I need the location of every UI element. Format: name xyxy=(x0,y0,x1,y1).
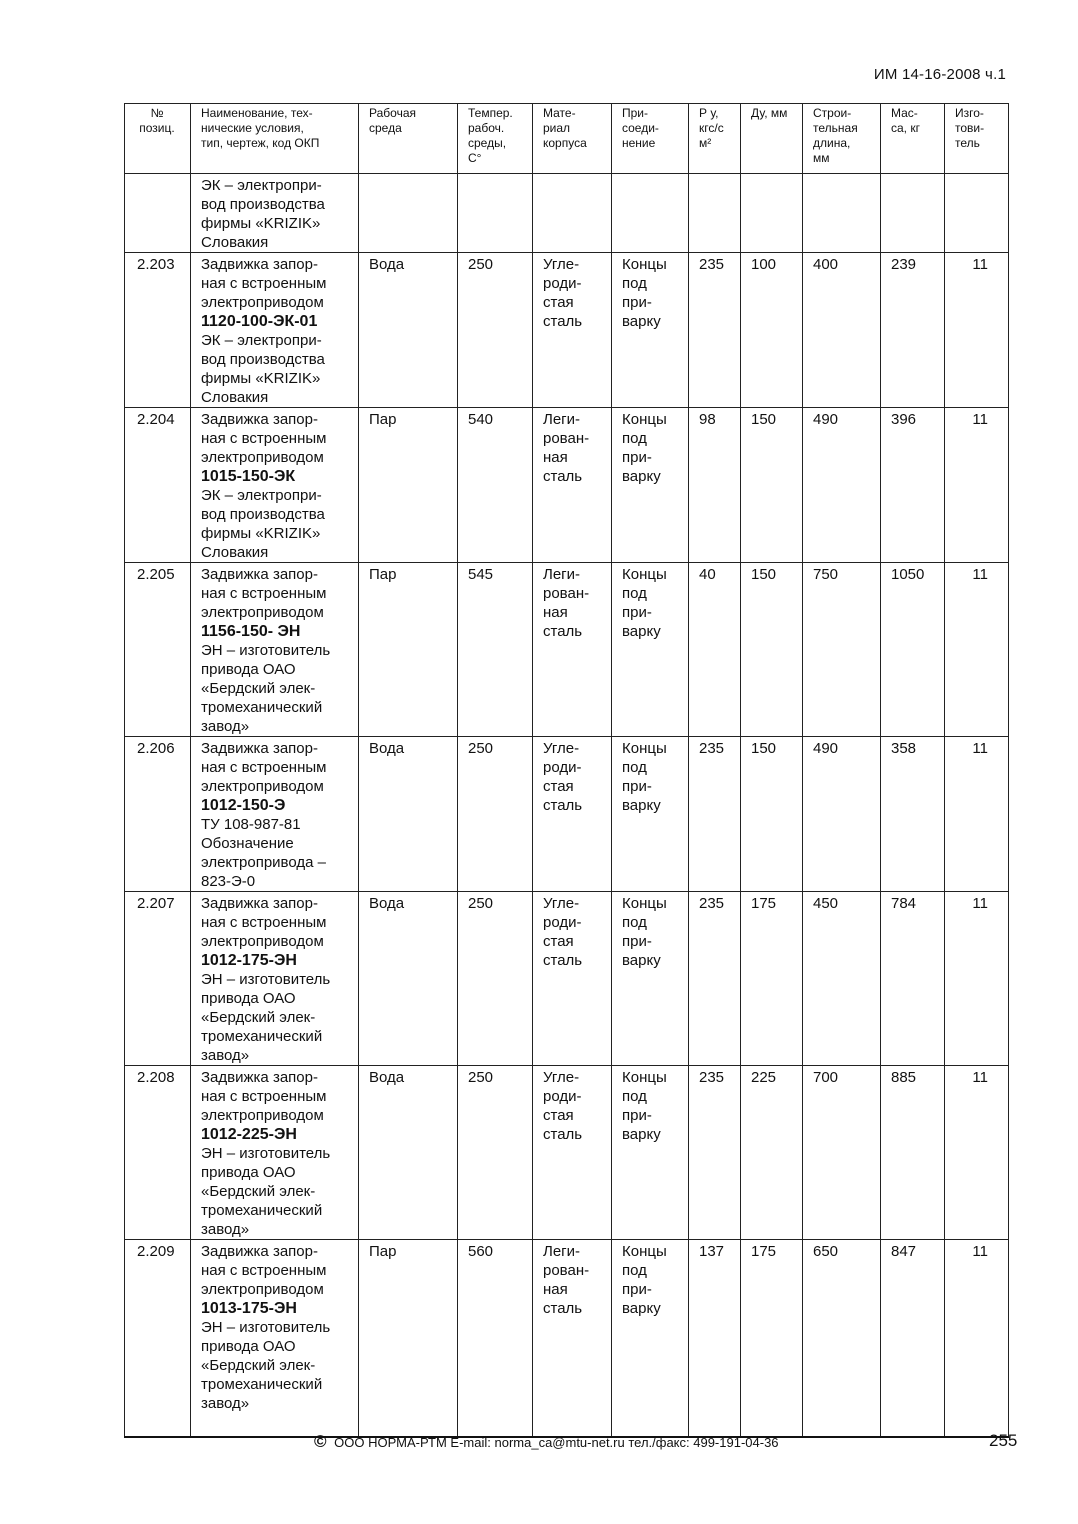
cell-medium xyxy=(359,174,458,253)
cell-material xyxy=(533,892,612,1066)
table-row xyxy=(125,563,1009,737)
cell-line: рован- xyxy=(543,1262,590,1279)
cell-material xyxy=(533,1066,612,1240)
cell-material xyxy=(533,174,612,253)
cell-line: при- xyxy=(622,604,652,621)
cell-line: ная xyxy=(543,604,568,621)
cell-medium: Вода xyxy=(359,892,458,1066)
cell-line: электропривода – xyxy=(201,854,326,871)
cell-line: ТУ 108-987-81 xyxy=(201,816,301,833)
col-header-line: Строи- xyxy=(813,106,852,120)
cell-line: фирмы «KRIZIK» xyxy=(201,525,321,542)
cell-line: завод» xyxy=(201,718,250,735)
cell-diameter: 150 xyxy=(741,737,803,892)
cell-medium: Пар xyxy=(359,408,458,563)
cell-mass: 396 xyxy=(881,408,945,563)
col-header-line: среды, xyxy=(468,136,507,150)
cell-line: под xyxy=(622,759,647,776)
cell-pressure: 235 xyxy=(689,1066,741,1240)
cell-line: варку xyxy=(622,952,661,969)
cell-line: «Бердский элек- xyxy=(201,1183,316,1200)
cell-line: «Бердский элек- xyxy=(201,1357,316,1374)
cell-line: роди- xyxy=(543,1088,582,1105)
cell-line: привода ОАО xyxy=(201,990,296,1007)
cell-maker xyxy=(945,174,1009,253)
document-code: ИМ 14-16-2008 ч.1 xyxy=(873,66,1006,83)
cell-line: при- xyxy=(622,933,652,950)
col-header-line: тельная xyxy=(813,121,858,135)
cell-medium: Пар xyxy=(359,563,458,737)
col-header-mass xyxy=(881,104,945,174)
cell-line: сталь xyxy=(543,797,583,814)
cell-mass: 358 xyxy=(881,737,945,892)
cell-line: варку xyxy=(622,797,661,814)
cell-line: под xyxy=(622,914,647,931)
cell-line: ЭН – изготовитель xyxy=(201,1319,331,1336)
col-header-line: корпуса xyxy=(543,136,587,150)
cell-line: ЭК – электропри- xyxy=(201,177,322,194)
cell-line: вод производства xyxy=(201,196,325,213)
cell-line: рован- xyxy=(543,585,590,602)
cell-num: 2.203 xyxy=(125,253,191,408)
cell-maker: 11 xyxy=(945,892,1009,1066)
cell-mass: 239 xyxy=(881,253,945,408)
cell-line: привода ОАО xyxy=(201,1164,296,1181)
cell-pressure: 235 xyxy=(689,892,741,1066)
cell-medium: Вода xyxy=(359,737,458,892)
cell-num: 2.204 xyxy=(125,408,191,563)
cell-line: стая xyxy=(543,294,574,311)
cell-line: ная с встроенным xyxy=(201,275,327,292)
cell-line: привода ОАО xyxy=(201,1338,296,1355)
col-header-line: тови- xyxy=(955,121,985,135)
cell-temp: 250 xyxy=(458,737,533,892)
cell-name xyxy=(191,253,359,408)
cell-length: 400 xyxy=(803,253,881,408)
cell-maker: 11 xyxy=(945,408,1009,563)
cell-material xyxy=(533,253,612,408)
cell-name xyxy=(191,892,359,1066)
cell-length xyxy=(803,174,881,253)
cell-name xyxy=(191,737,359,892)
col-header-line: № xyxy=(150,106,164,120)
cell-diameter: 175 xyxy=(741,892,803,1066)
cell-num xyxy=(125,174,191,253)
model-code: 1015-150-ЭК xyxy=(201,468,296,485)
cell-diameter: 225 xyxy=(741,1066,803,1240)
cell-num: 2.205 xyxy=(125,563,191,737)
cell-temp xyxy=(458,174,533,253)
cell-line: 823-Э-0 xyxy=(201,873,256,890)
col-header-diameter xyxy=(741,104,803,174)
cell-diameter: 150 xyxy=(741,563,803,737)
col-header-line: позиц. xyxy=(139,121,175,135)
cell-line: «Бердский элек- xyxy=(201,1009,316,1026)
cell-line: ЭН – изготовитель xyxy=(201,971,331,988)
cell-line: Задвижка запор- xyxy=(201,256,318,273)
col-header-line: Ду, мм xyxy=(751,106,788,120)
cell-line: Угле- xyxy=(543,1069,580,1086)
page-number: 255 xyxy=(989,1431,1018,1450)
cell-line: Угле- xyxy=(543,740,580,757)
cell-maker: 11 xyxy=(945,253,1009,408)
cell-line: тромеханический xyxy=(201,1028,323,1045)
cell-num: 2.206 xyxy=(125,737,191,892)
cell-line: сталь xyxy=(543,623,583,640)
col-header-line: риал xyxy=(543,121,571,135)
table-row xyxy=(125,1240,1009,1437)
table-row xyxy=(125,174,1009,253)
cell-temp: 250 xyxy=(458,1066,533,1240)
cell-length: 650 xyxy=(803,1240,881,1437)
col-header-line: Мате- xyxy=(543,106,576,120)
table-row xyxy=(125,253,1009,408)
cell-line: рован- xyxy=(543,430,590,447)
cell-connection xyxy=(612,1240,689,1437)
cell-line: ная с встроенным xyxy=(201,759,327,776)
cell-line: сталь xyxy=(543,1300,583,1317)
cell-diameter: 100 xyxy=(741,253,803,408)
cell-line: Задвижка запор- xyxy=(201,740,318,757)
col-header-line: м² xyxy=(699,136,712,150)
col-header-line: нение xyxy=(622,136,656,150)
col-header-line: Мас- xyxy=(891,106,918,120)
cell-line: стая xyxy=(543,933,574,950)
col-header-line: длина, xyxy=(813,136,851,150)
cell-maker: 11 xyxy=(945,1066,1009,1240)
cell-line: ная с встроенным xyxy=(201,585,327,602)
cell-medium: Вода xyxy=(359,253,458,408)
cell-line: ЭН – изготовитель xyxy=(201,1145,331,1162)
col-header-connection xyxy=(612,104,689,174)
cell-line: Концы xyxy=(622,740,667,757)
col-header-line: среда xyxy=(369,121,402,135)
cell-line: при- xyxy=(622,294,652,311)
cell-line: при- xyxy=(622,778,652,795)
cell-connection xyxy=(612,563,689,737)
cell-mass: 784 xyxy=(881,892,945,1066)
col-header-line: соеди- xyxy=(622,121,659,135)
col-header-line: Рабочая xyxy=(369,106,416,120)
cell-line: завод» xyxy=(201,1047,250,1064)
cell-line: вод производства xyxy=(201,506,325,523)
col-header-line: са, кг xyxy=(891,121,920,135)
cell-length: 490 xyxy=(803,408,881,563)
cell-material xyxy=(533,737,612,892)
cell-mass: 1050 xyxy=(881,563,945,737)
cell-line: сталь xyxy=(543,468,583,485)
col-header-line: мм xyxy=(813,151,830,165)
cell-line: стая xyxy=(543,1107,574,1124)
cell-name xyxy=(191,408,359,563)
footer xyxy=(314,1432,779,1452)
model-code: 1120-100-ЭК-01 xyxy=(201,313,318,330)
cell-pressure: 235 xyxy=(689,737,741,892)
cell-line: ЭК – электропри- xyxy=(201,487,322,504)
cell-num: 2.209 xyxy=(125,1240,191,1437)
col-header-num xyxy=(125,104,191,174)
cell-line: при- xyxy=(622,1281,652,1298)
model-code: 1156-150- ЭН xyxy=(201,623,301,640)
col-header-line: При- xyxy=(622,106,648,120)
cell-name xyxy=(191,1240,359,1437)
cell-pressure: 40 xyxy=(689,563,741,737)
cell-line: под xyxy=(622,430,647,447)
table-row xyxy=(125,408,1009,563)
cell-line: Леги- xyxy=(543,566,581,583)
cell-line: Угле- xyxy=(543,256,580,273)
cell-maker: 11 xyxy=(945,1240,1009,1437)
cell-line: Леги- xyxy=(543,411,581,428)
cell-line: электроприводом xyxy=(201,778,324,795)
col-header-line: Наименование, тех- xyxy=(201,106,313,120)
cell-pressure: 137 xyxy=(689,1240,741,1437)
cell-line: ная xyxy=(543,1281,568,1298)
cell-line: роди- xyxy=(543,275,582,292)
cell-line: электроприводом xyxy=(201,1281,324,1298)
cell-line: Концы xyxy=(622,256,667,273)
cell-connection xyxy=(612,737,689,892)
cell-line: Концы xyxy=(622,1069,667,1086)
cell-line: сталь xyxy=(543,313,583,330)
col-header-line: Темпер. xyxy=(468,106,513,120)
table-row xyxy=(125,737,1009,892)
cell-line: роди- xyxy=(543,759,582,776)
cell-name xyxy=(191,174,359,253)
cell-line: Концы xyxy=(622,566,667,583)
cell-length: 450 xyxy=(803,892,881,1066)
col-header-line: кгс/с xyxy=(699,121,724,135)
cell-line: Словакия xyxy=(201,389,269,406)
cell-line: ная с встроенным xyxy=(201,914,327,931)
cell-mass: 847 xyxy=(881,1240,945,1437)
cell-pressure xyxy=(689,174,741,253)
cell-line: при- xyxy=(622,1107,652,1124)
cell-material xyxy=(533,408,612,563)
cell-line: под xyxy=(622,275,647,292)
cell-line: ЭН – изготовитель xyxy=(201,642,331,659)
cell-diameter: 150 xyxy=(741,408,803,563)
footer-text: ООО НОРМА-РТМ E-mail: norma_ca@mtu-net.ru тел./факс: 499-191-04-36 xyxy=(334,1435,779,1450)
cell-line: ная xyxy=(543,449,568,466)
col-header-material xyxy=(533,104,612,174)
col-header-temp xyxy=(458,104,533,174)
cell-line: Задвижка запор- xyxy=(201,566,318,583)
cell-mass: 885 xyxy=(881,1066,945,1240)
cell-line: ная с встроенным xyxy=(201,1088,327,1105)
col-header-maker xyxy=(945,104,1009,174)
cell-name xyxy=(191,563,359,737)
cell-line: тромеханический xyxy=(201,699,323,716)
cell-line: «Бердский элек- xyxy=(201,680,316,697)
cell-line: Словакия xyxy=(201,544,269,561)
cell-temp: 250 xyxy=(458,892,533,1066)
cell-line: ная с встроенным xyxy=(201,1262,327,1279)
cell-temp: 545 xyxy=(458,563,533,737)
cell-diameter: 175 xyxy=(741,1240,803,1437)
cell-line: варку xyxy=(622,313,661,330)
cell-line: Задвижка запор- xyxy=(201,895,318,912)
cell-line: ЭК – электропри- xyxy=(201,332,322,349)
cell-pressure: 235 xyxy=(689,253,741,408)
table-header-row xyxy=(125,104,1009,174)
cell-line: завод» xyxy=(201,1221,250,1238)
cell-line: Задвижка запор- xyxy=(201,1069,318,1086)
cell-material xyxy=(533,563,612,737)
cell-line: варку xyxy=(622,1300,661,1317)
cell-temp: 250 xyxy=(458,253,533,408)
cell-line: Словакия xyxy=(201,234,269,251)
cell-length: 750 xyxy=(803,563,881,737)
cell-connection xyxy=(612,892,689,1066)
cell-line: под xyxy=(622,585,647,602)
cell-maker: 11 xyxy=(945,737,1009,892)
cell-line: Задвижка запор- xyxy=(201,411,318,428)
cell-line: Обозначение xyxy=(201,835,294,852)
cell-line: варку xyxy=(622,468,661,485)
cell-line: Концы xyxy=(622,411,667,428)
col-header-name xyxy=(191,104,359,174)
cell-line: завод» xyxy=(201,1395,250,1412)
cell-line: тромеханический xyxy=(201,1202,323,1219)
cell-name xyxy=(191,1066,359,1240)
cell-num: 2.207 xyxy=(125,892,191,1066)
col-header-medium xyxy=(359,104,458,174)
cell-line: электроприводом xyxy=(201,294,324,311)
cell-line: Задвижка запор- xyxy=(201,1243,318,1260)
cell-line: фирмы «KRIZIK» xyxy=(201,215,321,232)
cell-line: тромеханический xyxy=(201,1376,323,1393)
cell-temp: 560 xyxy=(458,1240,533,1437)
cell-line: привода ОАО xyxy=(201,661,296,678)
col-header-line: нические условия, xyxy=(201,121,304,135)
model-code: 1012-175-ЭН xyxy=(201,952,297,969)
cell-line: сталь xyxy=(543,952,583,969)
table-body xyxy=(125,174,1009,1437)
cell-connection xyxy=(612,174,689,253)
cell-line: Леги- xyxy=(543,1243,581,1260)
cell-line: Концы xyxy=(622,895,667,912)
col-header-line: Р у, xyxy=(699,106,719,120)
table-row xyxy=(125,1066,1009,1240)
cell-line: под xyxy=(622,1088,647,1105)
cell-line: варку xyxy=(622,623,661,640)
copyright-icon: © xyxy=(314,1432,327,1451)
cell-line: электроприводом xyxy=(201,1107,324,1124)
cell-length: 700 xyxy=(803,1066,881,1240)
cell-material xyxy=(533,1240,612,1437)
cell-line: вод производства xyxy=(201,351,325,368)
cell-mass xyxy=(881,174,945,253)
col-header-line: рабоч. xyxy=(468,121,505,135)
cell-line: под xyxy=(622,1262,647,1279)
valve-spec-table xyxy=(124,103,1009,1438)
cell-line: Концы xyxy=(622,1243,667,1260)
cell-line: электроприводом xyxy=(201,604,324,621)
cell-line: ная с встроенным xyxy=(201,430,327,447)
col-header-pressure xyxy=(689,104,741,174)
col-header-line: тип, чертеж, код ОКП xyxy=(201,136,320,150)
cell-line: электроприводом xyxy=(201,449,324,466)
model-code: 1012-150-Э xyxy=(201,797,286,814)
cell-maker: 11 xyxy=(945,563,1009,737)
cell-line: фирмы «KRIZIK» xyxy=(201,370,321,387)
cell-connection xyxy=(612,408,689,563)
cell-medium: Вода xyxy=(359,1066,458,1240)
cell-length: 490 xyxy=(803,737,881,892)
cell-line: Угле- xyxy=(543,895,580,912)
col-header-line: С° xyxy=(468,151,482,165)
cell-connection xyxy=(612,253,689,408)
col-header-length xyxy=(803,104,881,174)
cell-line: стая xyxy=(543,778,574,795)
cell-temp: 540 xyxy=(458,408,533,563)
cell-connection xyxy=(612,1066,689,1240)
table-row xyxy=(125,892,1009,1066)
cell-line: варку xyxy=(622,1126,661,1143)
cell-line: электроприводом xyxy=(201,933,324,950)
cell-medium: Пар xyxy=(359,1240,458,1437)
cell-line: при- xyxy=(622,449,652,466)
col-header-line: Изго- xyxy=(955,106,984,120)
cell-pressure: 98 xyxy=(689,408,741,563)
cell-line: сталь xyxy=(543,1126,583,1143)
col-header-line: тель xyxy=(955,136,980,150)
cell-diameter xyxy=(741,174,803,253)
model-code: 1012-225-ЭН xyxy=(201,1126,297,1143)
cell-num: 2.208 xyxy=(125,1066,191,1240)
cell-line: роди- xyxy=(543,914,582,931)
model-code: 1013-175-ЭН xyxy=(201,1300,297,1317)
